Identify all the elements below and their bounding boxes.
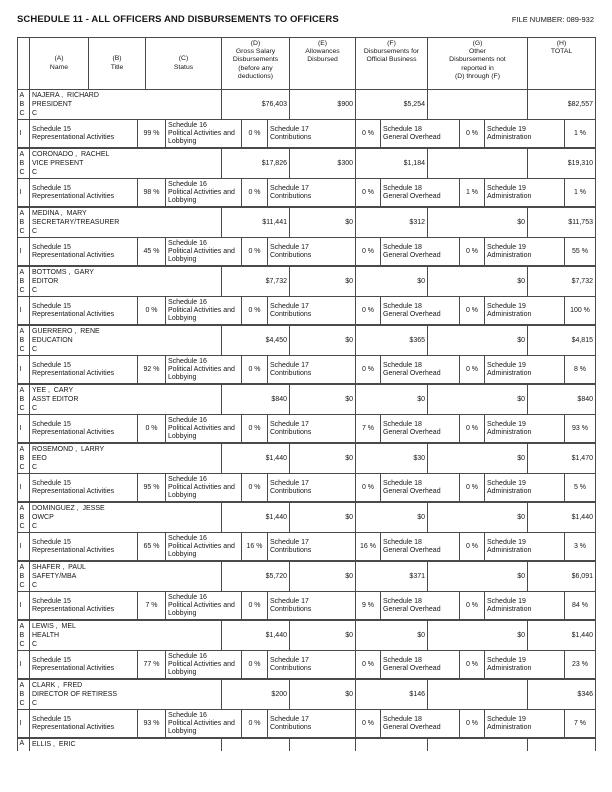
schedule-17-label: Schedule 17 Contributions <box>268 474 356 501</box>
other-disbursements-value: $0 <box>428 326 528 355</box>
schedule-16-label: Schedule 16 Political Activities and Lobbying <box>166 474 242 501</box>
schedule-15-label: Schedule 15 Representational Activities <box>30 651 138 678</box>
table-header-row <box>18 38 595 90</box>
officer-status: C <box>32 522 38 530</box>
officer-block <box>18 267 595 326</box>
total-value: $4,815 <box>571 337 593 344</box>
schedule-19-label: Schedule 19 Administration <box>485 415 565 442</box>
officer-identity-cell <box>30 208 222 237</box>
officer-block <box>18 621 595 680</box>
officer-identity-cell <box>30 326 222 355</box>
schedule-17-percent: 0 % <box>356 651 381 678</box>
officer-schedule-row <box>18 474 595 503</box>
official-business-value: $0 <box>356 385 428 414</box>
officer-name: GUERRERO , RENE <box>32 327 100 335</box>
gross-salary-value: $1,440 <box>222 503 290 532</box>
schedule-19-percent: 100 % <box>570 307 590 314</box>
col-header-total: (H) TOTAL <box>550 40 573 56</box>
schedule-15-percent: 92 % <box>138 356 166 383</box>
schedule-18-percent: 0 % <box>460 533 485 560</box>
schedule-16-label: Schedule 16 Political Activities and Lobbying <box>166 415 242 442</box>
officer-main-row <box>18 208 595 238</box>
officer-block <box>18 149 595 208</box>
schedule-18-percent: 0 % <box>460 297 485 324</box>
official-business-value: $365 <box>356 326 428 355</box>
file-number: FILE NUMBER: 089-932 <box>511 15 594 24</box>
gross-salary-value: $1,440 <box>222 444 290 473</box>
schedule-17-label: Schedule 17 Contributions <box>268 651 356 678</box>
officer-main-row <box>18 90 595 120</box>
total-value: $346 <box>577 691 593 698</box>
schedule-17-percent: 0 % <box>356 238 381 265</box>
other-disbursements-value <box>428 149 528 178</box>
official-business-value: $0 <box>356 621 428 650</box>
schedule-18-percent: 0 % <box>460 651 485 678</box>
total-value: $11,753 <box>568 219 593 226</box>
schedule-17-label: Schedule 17 Contributions <box>268 533 356 560</box>
schedule-15-percent: 7 % <box>138 592 166 619</box>
officer-name: NAJERA , RICHARD <box>32 91 99 99</box>
official-business-value: $371 <box>356 562 428 591</box>
officer-main-row <box>18 267 595 297</box>
schedule-16-percent: 0 % <box>242 120 268 147</box>
schedule-18-label: Schedule 18 General Overhead <box>381 592 460 619</box>
schedule-15-label: Schedule 15 Representational Activities <box>30 710 138 737</box>
officer-status: C <box>32 404 38 412</box>
empty-gross-salary-cell <box>222 739 290 751</box>
schedule-15-label: Schedule 15 Representational Activities <box>30 592 138 619</box>
other-disbursements-value: $0 <box>428 503 528 532</box>
allowances-value: $0 <box>290 326 356 355</box>
officer-block <box>18 326 595 385</box>
schedule-19-label: Schedule 19 Administration <box>485 474 565 501</box>
row-marker-i: I <box>18 474 30 501</box>
schedule-19-percent: 3 % <box>573 543 587 550</box>
col-header-gross-salary: (D) Gross Salary Disbursements (before any deductions) <box>222 38 290 89</box>
schedule-15-label: Schedule 15 Representational Activities <box>30 533 138 560</box>
officer-name: BOTTOMS , GARY <box>32 268 94 276</box>
schedule-16-label: Schedule 16 Political Activities and Lobbying <box>166 120 242 147</box>
officer-block <box>18 208 595 267</box>
allowances-value: $0 <box>290 562 356 591</box>
page-title: SCHEDULE 11 - ALL OFFICERS AND DISBURSEMENTS TO OFFICERS <box>17 14 339 25</box>
schedule-18-label: Schedule 18 General Overhead <box>381 356 460 383</box>
schedule-17-percent: 0 % <box>356 356 381 383</box>
schedule-16-percent: 0 % <box>242 710 268 737</box>
officer-main-row <box>18 444 595 474</box>
col-header-allowances: (E) Allowances Disbursed <box>290 38 356 89</box>
schedule-17-percent: 0 % <box>356 474 381 501</box>
schedule-17-label: Schedule 17 Contributions <box>268 238 356 265</box>
officer-status: C <box>32 699 38 707</box>
schedule-19-percent: 23 % <box>572 661 588 668</box>
schedule-16-label: Schedule 16 Political Activities and Lobbying <box>166 297 242 324</box>
other-disbursements-value <box>428 90 528 119</box>
schedule-15-label: Schedule 15 Representational Activities <box>30 120 138 147</box>
schedule-18-label: Schedule 18 General Overhead <box>381 533 460 560</box>
gross-salary-value: $17,826 <box>222 149 290 178</box>
officer-title: SAFETY/MBA <box>32 572 77 580</box>
schedule-19-label: Schedule 19 Administration <box>485 179 565 206</box>
schedule-16-label: Schedule 16 Political Activities and Lobbying <box>166 533 242 560</box>
schedule-18-percent: 1 % <box>460 179 485 206</box>
officer-schedule-row <box>18 415 595 444</box>
schedule-16-percent: 0 % <box>242 238 268 265</box>
schedule-18-label: Schedule 18 General Overhead <box>381 120 460 147</box>
officer-title: HEALTH <box>32 631 60 639</box>
schedule-15-label: Schedule 15 Representational Activities <box>30 238 138 265</box>
total-value: $840 <box>577 396 593 403</box>
schedule-17-label: Schedule 17 Contributions <box>268 297 356 324</box>
gross-salary-value: $11,441 <box>222 208 290 237</box>
officer-main-row <box>18 621 595 651</box>
official-business-value: $30 <box>356 444 428 473</box>
schedule-18-label: Schedule 18 General Overhead <box>381 297 460 324</box>
allowances-value: $0 <box>290 208 356 237</box>
officer-name: CLARK , FRED <box>32 681 83 689</box>
schedule-18-percent: 0 % <box>460 415 485 442</box>
officer-title: PRESIDENT <box>32 100 73 108</box>
row-markers-abc: A B C <box>18 680 30 709</box>
officer-schedule-row <box>18 179 595 208</box>
schedule-17-percent: 0 % <box>356 710 381 737</box>
other-disbursements-value: $0 <box>428 621 528 650</box>
total-value: $1,470 <box>571 455 593 462</box>
schedule-17-label: Schedule 17 Contributions <box>268 710 356 737</box>
col-header-title: (B) Title <box>89 38 146 89</box>
schedule-15-percent: 45 % <box>138 238 166 265</box>
officer-title: OWCP <box>32 513 54 521</box>
col-header-marker <box>18 38 30 89</box>
gross-salary-value: $5,720 <box>222 562 290 591</box>
schedule-17-percent: 0 % <box>356 120 381 147</box>
officer-identity-cell <box>30 90 222 119</box>
row-markers-abc: A B C <box>18 621 30 650</box>
officer-main-row <box>18 503 595 533</box>
officer-name: DOMINGUEZ , JESSE <box>32 504 105 512</box>
schedule-15-percent: 0 % <box>138 297 166 324</box>
schedule-18-percent: 0 % <box>460 710 485 737</box>
officer-status: C <box>32 463 38 471</box>
official-business-value: $312 <box>356 208 428 237</box>
officer-schedule-row <box>18 533 595 562</box>
other-disbursements-value: $0 <box>428 385 528 414</box>
row-markers-abc: A B C <box>18 267 30 296</box>
schedule-17-label: Schedule 17 Contributions <box>268 592 356 619</box>
row-markers-abc: A B C <box>18 326 30 355</box>
row-marker-i: I <box>18 710 30 737</box>
allowances-value: $0 <box>290 503 356 532</box>
officer-block <box>18 680 595 739</box>
other-disbursements-value: $0 <box>428 267 528 296</box>
schedule-19-percent: 55 % <box>572 248 588 255</box>
row-markers-abc: A B C <box>18 503 30 532</box>
officer-name: ELLIS , ERIC <box>30 739 222 751</box>
schedule-17-percent: 9 % <box>356 592 381 619</box>
officer-identity-cell <box>30 444 222 473</box>
schedule-16-percent: 0 % <box>242 297 268 324</box>
row-marker-i: I <box>18 592 30 619</box>
other-disbursements-value <box>428 680 528 709</box>
schedule-19-label: Schedule 19 Administration <box>485 710 565 737</box>
col-header-official-business: (F) Disbursements for Official Business <box>356 38 428 89</box>
schedule-15-percent: 95 % <box>138 474 166 501</box>
schedule-16-percent: 0 % <box>242 651 268 678</box>
allowances-value: $0 <box>290 267 356 296</box>
officer-title: EDITOR <box>32 277 59 285</box>
schedule-17-label: Schedule 17 Contributions <box>268 120 356 147</box>
allowances-value: $0 <box>290 621 356 650</box>
schedule-17-label: Schedule 17 Contributions <box>268 356 356 383</box>
schedule-15-percent: 98 % <box>138 179 166 206</box>
other-disbursements-value: $0 <box>428 444 528 473</box>
schedule-19-label: Schedule 19 Administration <box>485 356 565 383</box>
officer-schedule-row <box>18 297 595 326</box>
schedule-16-percent: 0 % <box>242 592 268 619</box>
schedule-15-percent: 65 % <box>138 533 166 560</box>
total-value: $19,310 <box>567 160 593 167</box>
officer-status: C <box>32 640 38 648</box>
row-marker-i: I <box>18 533 30 560</box>
officer-main-row <box>18 149 595 179</box>
total-value: $82,557 <box>567 101 593 108</box>
row-markers-abc: A B C <box>18 562 30 591</box>
partial-officer-row <box>18 739 595 751</box>
gross-salary-value: $1,440 <box>222 621 290 650</box>
empty-allowances-cell <box>290 739 356 751</box>
officer-status: C <box>32 109 38 117</box>
allowances-value: $900 <box>290 90 356 119</box>
officer-main-row <box>18 326 595 356</box>
officer-schedule-row <box>18 356 595 385</box>
officer-title: DIRECTOR OF RETIRESS <box>32 690 118 698</box>
col-header-other-disbursements: (G) Other Disbursements not reported in (D) through (F) <box>428 38 528 89</box>
officer-main-row <box>18 562 595 592</box>
officer-main-row <box>18 385 595 415</box>
schedule-19-percent: 8 % <box>573 366 587 373</box>
officer-block <box>18 385 595 444</box>
schedule-17-label: Schedule 17 Contributions <box>268 179 356 206</box>
officer-title: VICE PRESENT <box>32 159 84 167</box>
other-disbursements-value: $0 <box>428 208 528 237</box>
officer-title: ASST EDITOR <box>32 395 79 403</box>
row-marker-i: I <box>18 651 30 678</box>
schedule-18-percent: 0 % <box>460 474 485 501</box>
officer-schedule-row <box>18 238 595 267</box>
official-business-value: $5,254 <box>356 90 428 119</box>
schedule-19-percent: 7 % <box>573 720 587 727</box>
row-markers-abc: A B C <box>18 444 30 473</box>
schedule-16-label: Schedule 16 Political Activities and Lobbying <box>166 592 242 619</box>
officer-identity-cell <box>30 503 222 532</box>
allowances-value: $0 <box>290 385 356 414</box>
schedule-15-label: Schedule 15 Representational Activities <box>30 297 138 324</box>
schedule-16-percent: 0 % <box>242 415 268 442</box>
schedule-19-label: Schedule 19 Administration <box>485 120 565 147</box>
officer-name: SHAFER , PAUL <box>32 563 86 571</box>
official-business-value: $1,184 <box>356 149 428 178</box>
schedule-16-percent: 16 % <box>242 533 268 560</box>
schedule-19-label: Schedule 19 Administration <box>485 297 565 324</box>
schedule-15-percent: 0 % <box>138 415 166 442</box>
officer-block <box>18 90 595 149</box>
row-markers-abc: A B C <box>18 149 30 178</box>
schedule-17-percent: 16 % <box>356 533 381 560</box>
gross-salary-value: $4,450 <box>222 326 290 355</box>
schedule-15-percent: 99 % <box>138 120 166 147</box>
schedule-15-label: Schedule 15 Representational Activities <box>30 356 138 383</box>
schedule-19-label: Schedule 19 Administration <box>485 533 565 560</box>
schedule-18-label: Schedule 18 General Overhead <box>381 474 460 501</box>
total-value: $6,091 <box>571 573 593 580</box>
schedule-16-label: Schedule 16 Political Activities and Lobbying <box>166 179 242 206</box>
officer-name: ROSEMOND , LARRY <box>32 445 105 453</box>
empty-other-cell <box>428 739 528 751</box>
officers-disbursements-table <box>17 37 596 751</box>
officer-block <box>18 562 595 621</box>
schedule-18-percent: 0 % <box>460 356 485 383</box>
officer-status: C <box>32 581 38 589</box>
officer-status: C <box>32 227 38 235</box>
schedule-15-percent: 77 % <box>138 651 166 678</box>
officer-block <box>18 503 595 562</box>
schedule-16-percent: 0 % <box>242 474 268 501</box>
schedule-15-label: Schedule 15 Representational Activities <box>30 415 138 442</box>
officer-identity-cell <box>30 562 222 591</box>
officer-title: SECRETARY/TREASURER <box>32 218 120 226</box>
schedule-18-percent: 0 % <box>460 120 485 147</box>
officer-name: CORONADO , RACHEL <box>32 150 110 158</box>
schedule-18-percent: 0 % <box>460 238 485 265</box>
row-marker-i: I <box>18 120 30 147</box>
empty-total-cell <box>528 739 595 751</box>
officer-identity-cell <box>30 621 222 650</box>
officer-name: MEDINA , MARY <box>32 209 87 217</box>
schedule-17-percent: 0 % <box>356 297 381 324</box>
other-disbursements-value: $0 <box>428 562 528 591</box>
officer-identity-cell <box>30 267 222 296</box>
row-markers-abc: A B C <box>18 208 30 237</box>
gross-salary-value: $76,403 <box>222 90 290 119</box>
schedule-17-percent: 7 % <box>356 415 381 442</box>
schedule-19-percent: 1 % <box>573 189 587 196</box>
officer-schedule-row <box>18 710 595 739</box>
schedule-18-percent: 0 % <box>460 592 485 619</box>
officer-main-row <box>18 680 595 710</box>
official-business-value: $146 <box>356 680 428 709</box>
row-markers-abc: A B C <box>18 90 30 119</box>
officer-identity-cell <box>30 680 222 709</box>
page-header <box>0 0 612 25</box>
schedule-19-label: Schedule 19 Administration <box>485 238 565 265</box>
schedule-17-percent: 0 % <box>356 179 381 206</box>
officer-schedule-row <box>18 592 595 621</box>
total-value: $1,440 <box>571 632 593 639</box>
officer-title: EDUCATION <box>32 336 73 344</box>
schedule-16-percent: 0 % <box>242 179 268 206</box>
row-markers-abc: A B C <box>18 385 30 414</box>
schedule-18-label: Schedule 18 General Overhead <box>381 179 460 206</box>
schedule-19-label: Schedule 19 Administration <box>485 651 565 678</box>
allowances-value: $0 <box>290 680 356 709</box>
allowances-value: $0 <box>290 444 356 473</box>
officer-name: YEE , CARY <box>32 386 74 394</box>
schedule-19-percent: 84 % <box>572 602 588 609</box>
empty-official-business-cell <box>356 739 428 751</box>
official-business-value: $0 <box>356 267 428 296</box>
row-marker-i: I <box>18 297 30 324</box>
schedule-18-label: Schedule 18 General Overhead <box>381 710 460 737</box>
total-value: $1,440 <box>571 514 593 521</box>
schedule-16-label: Schedule 16 Political Activities and Lobbying <box>166 651 242 678</box>
officer-title: EEO <box>32 454 47 462</box>
total-value: $7,732 <box>571 278 593 285</box>
schedule-16-label: Schedule 16 Political Activities and Lobbying <box>166 356 242 383</box>
officer-block <box>18 444 595 503</box>
schedule-15-label: Schedule 15 Representational Activities <box>30 179 138 206</box>
officer-schedule-row <box>18 651 595 680</box>
officer-identity-cell <box>30 149 222 178</box>
officer-status: C <box>32 286 38 294</box>
schedule-18-label: Schedule 18 General Overhead <box>381 238 460 265</box>
officer-name: LEWIS , MEL <box>32 622 76 630</box>
officer-schedule-row <box>18 120 595 149</box>
schedule-19-percent: 5 % <box>573 484 587 491</box>
gross-salary-value: $7,732 <box>222 267 290 296</box>
schedule-16-label: Schedule 16 Political Activities and Lobbying <box>166 238 242 265</box>
row-marker-i: I <box>18 356 30 383</box>
row-marker-i: I <box>18 238 30 265</box>
officer-blocks-container <box>18 90 595 739</box>
schedule-19-percent: 93 % <box>572 425 588 432</box>
row-marker-i: I <box>18 415 30 442</box>
officer-status: C <box>32 168 38 176</box>
row-marker-a: A <box>18 739 30 751</box>
schedule-18-label: Schedule 18 General Overhead <box>381 651 460 678</box>
schedule-16-label: Schedule 16 Political Activities and Lobbying <box>166 710 242 737</box>
schedule-15-label: Schedule 15 Representational Activities <box>30 474 138 501</box>
gross-salary-value: $840 <box>222 385 290 414</box>
gross-salary-value: $200 <box>222 680 290 709</box>
col-header-name: (A) Name <box>30 38 89 89</box>
official-business-value: $0 <box>356 503 428 532</box>
schedule-19-label: Schedule 19 Administration <box>485 592 565 619</box>
schedule-17-label: Schedule 17 Contributions <box>268 415 356 442</box>
schedule-18-label: Schedule 18 General Overhead <box>381 415 460 442</box>
schedule-19-percent: 1 % <box>573 130 587 137</box>
schedule-15-percent: 93 % <box>138 710 166 737</box>
row-marker-i: I <box>18 179 30 206</box>
officer-status: C <box>32 345 38 353</box>
schedule-16-percent: 0 % <box>242 356 268 383</box>
officer-identity-cell <box>30 385 222 414</box>
col-header-status: (C) Status <box>146 38 222 89</box>
allowances-value: $300 <box>290 149 356 178</box>
